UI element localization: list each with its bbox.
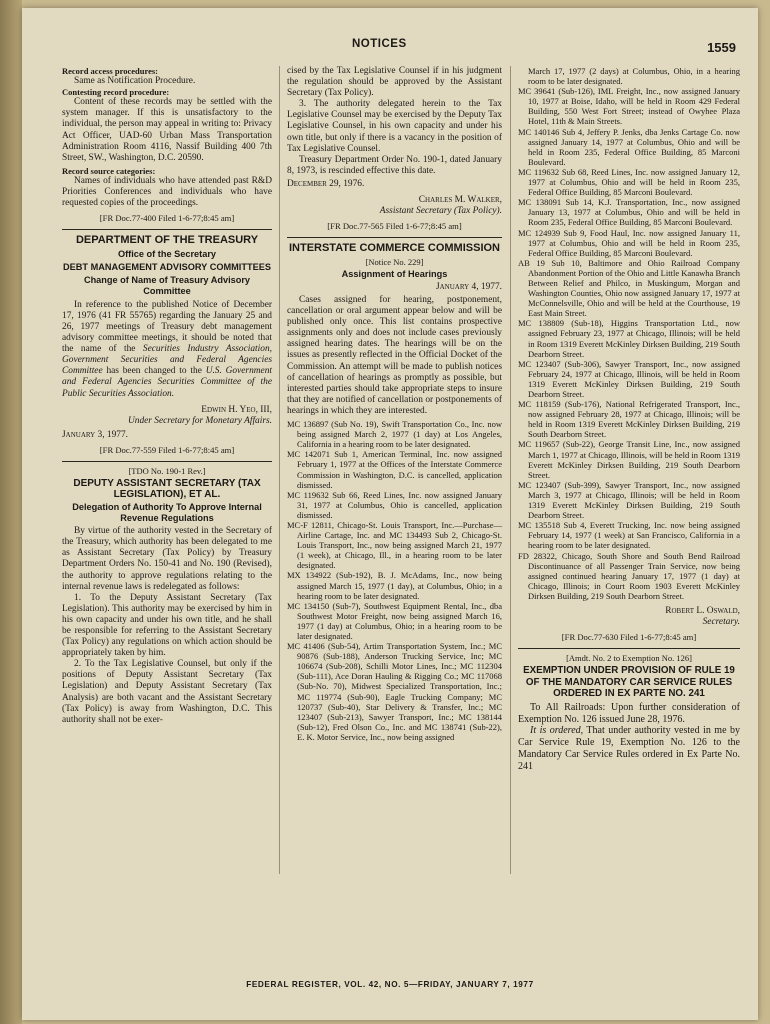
source-text: Names of individuals who have attended past R&D Priorities Conferences and individuals who have requested copies of the proceedings. (62, 175, 272, 209)
section-rule (518, 648, 740, 649)
signature-name: Charles M. Walker, (418, 195, 502, 206)
contesting-text: Content of these records may be settled with the system manager. If this is unsatisfactory to the individual, the person may appeal in writing to: Privacy Act Officer, UAD-60 Urban Mass Transportation Administration Room 4116, Nassif Building 400 7th Street, SW., Washington, D.C. 20590. (62, 97, 272, 163)
contesting-heading: Contesting record procedure: (62, 87, 170, 98)
hearing-entry: MC 119632 Sub 66, Reed Lines, Inc. now assigned January 31, 1977 at Columbus, Ohio is cancelled, application dismissed. (287, 489, 502, 520)
page-footer: FEDERAL REGISTER, VOL. 42, NO. 5—FRIDAY, JANUARY 7, 1977 (246, 980, 534, 989)
delegation-item-2: 2. To the Tax Legislative Counsel, but only if the positions of Deputy Assistant Secretary (Tax Legislation) and Deputy Assistant Secretary (Tax Analysis) are both vacant and the Assistant Secretary (Tax Policy) is away from Washington, D.C. This authority shall not be exer- (62, 659, 272, 725)
fr-doc-filed: [FR Doc.77-630 Filed 1-6-77;8:45 am] (561, 632, 697, 643)
fr-doc-filed: [FR Doc.77-565 Filed 1-6-77;8:45 am] (327, 221, 462, 232)
agency-heading: DEPARTMENT OF THE TREASURY (75, 234, 259, 247)
order-text: It is ordered, That under authority vested in me by Car Service Rule 19, Exemption No. 126 to the Mandatory Car Service Rules ordered in Ex Parte No. 241 (518, 725, 740, 772)
hearing-entry: AB 19 Sub 10, Baltimore and Ohio Railroad Company Abandonment Portion of the Ohio and Little Kanawha Branch Between Relief and Philco, in Muskingum, Morgan and Washington Counties, Ohio now assigned January 17, 1977 at McConnelsville, Ohio and will be held at the Courthouse, 19 East Main Street. (518, 257, 740, 319)
notice-subject: Change of Name of Treasury Advisory Committee (83, 274, 251, 296)
signature-title: Secretary. (702, 617, 740, 628)
hearing-list (287, 419, 502, 742)
delegation-item-3: 3. The authority delegated herein to the Tax Legislative Counsel may be exercised by the Deputy Tax Legislative Counsel, in his own capacity and under his own title, but only if there is a vacancy in the position of Tax Legislative Counsel. (287, 99, 502, 154)
hearing-entry: MC 138091 Sub 14, K.J. Transportation, Inc., now assigned January 13, 1977 at Columbus, Ohio and will be held in Room 235, Federal Office Building, 85 Marconi Boulevard. (518, 197, 740, 228)
section-rule (62, 461, 272, 462)
section-rule (287, 237, 502, 238)
fr-doc-filed: [FR Doc.77-559 Filed 1-6-77;8:45 am] (99, 444, 235, 455)
column-divider (510, 66, 511, 874)
rescission-text: Treasury Department Order No. 190-1, dated January 8, 1973, is rescinded effective this date. (287, 154, 502, 176)
hearing-entry: MC 123407 (Sub-399), Sawyer Transport, Inc., now assigned March 3, 1977 at Chicago, Illinois; will be held in Room 1319 Everett McKinley Dirksen Building, 219 South Dearborn Street. (518, 479, 740, 521)
notice-subject: Assignment of Hearings (341, 268, 448, 279)
notice-date: January 4, 1977. (435, 281, 502, 292)
hearing-entry: MC 123407 (Sub-306), Sawyer Transport, Inc., now assigned February 24, 1977 at Chicago, Illinois, will be held in Room 1319 Everett McKinley Dirksen Building, 219 South Dearborn Street. (518, 358, 740, 399)
column-2 (287, 66, 502, 742)
delegation-text: By virtue of the authority vested in the Secretary of the Treasury, which authority has been delegated to me as Assistant Secretary (Tax Policy) by Treasury Department Orders No. 150-41 and No. 190 (Revised), the authority to approve regulations relating to the internal revenue laws is redelegated as follows: (62, 526, 272, 592)
section-rule (62, 229, 272, 230)
column-1 (62, 66, 272, 726)
record-access-heading: Record access procedures: (62, 66, 158, 76)
hearing-list (518, 66, 740, 601)
committee-heading: DEBT MANAGEMENT ADVISORY COMMITTEES (63, 261, 271, 272)
signature-title: Under Secretary for Monetary Affairs. (128, 415, 272, 426)
hearing-entry: FD 28322, Chicago, South Shore and South Bend Railroad Discontinuance of all Passenger Train Service, now being assigned continued hearing January 17, 1977 (1 day) at Chicago, Illinois; in Court Room 1903 Everett McKinley Dirksen Building, 219 South Dearborn Street. (518, 550, 740, 601)
hearing-entry: MC 124939 Sub 9, Food Haul, Inc. now assigned January 11, 1977 at Columbus, Ohio and will be held in Room 235, Federal Office Building, 85 Marconi Boulevard. (518, 227, 740, 258)
hearing-entry: MC 140146 Sub 4, Jeffery P. Jenks, dba Jenks Cartage Co. now assigned January 14, 1977 at Columbus, Ohio and will be held in Room 235, Federal Office Building, 85 Marconi Boulevard. (518, 126, 740, 167)
hearing-entry: MC 41406 (Sub-54), Artim Transportation System, Inc.; MC 90876 (Sub-188), Anderson Trucking Service, Inc; MC 106674 (Sub-208), Schilli Motor Lines, Inc.; MC 112304 (Sub-111), Ace Doran Hauling & Rigging Co.; MC 117068 (Sub-No. 70), Midwest Specialized Transportation, Inc.; MC 119774 (Sub-90), Eagle Trucking Company; MC 120737 (Sub-40), Star Delivery & Transfer, Inc.; MC 123407 (Sub-213), Sawyer Transport, Inc.; MC 138144 (Sub-12), Fred Olson Co., Inc. and MC 138741 (Sub-22), E. K. Motor Service, Inc., now being assigned (287, 641, 502, 742)
hearing-entry: MC 119632 Sub 68, Reed Lines, Inc. now assigned January 12, 1977 at Columbus, Ohio and will be held in Room 235, Federal Office Building, 85 Marconi Boulevard. (518, 166, 740, 198)
amendment-number: [Amdt. No. 2 to Exemption No. 126] (566, 653, 692, 664)
hearing-entry: MC 142071 Sub 1, American Terminal, Inc. now assigned February 1, 1977 at the Offices of the Interstate Commerce Commission in Washington, D.C. is cancelled, application dismissed. (287, 449, 502, 490)
notice-date: January 3, 1977. (62, 429, 129, 440)
notice-date: December 29, 1976. (287, 178, 365, 189)
record-access-text: Same as Notification Procedure. (74, 76, 196, 87)
fr-doc-filed: [FR Doc.77-400 Filed 1-6-77;8:45 am] (99, 213, 235, 224)
page-number: 1559 (707, 40, 736, 55)
deputy-heading: DEPUTY ASSISTANT SECRETARY (TAX LEGISLATION), ET AL. (73, 478, 261, 501)
hearing-entry: MC 138809 (Sub-18), Higgins Transportation Ltd., now assigned February 23, 1977 at Chicago, Illinois; will be held in Room 1319 Everett McKinley Dirksen Building, 219 South Dearborn Street. (518, 318, 740, 359)
column-divider (279, 66, 280, 874)
exemption-text: To All Railroads: Upon further consideration of Exemption No. 126 issued June 28, 1976. (518, 701, 740, 725)
icc-intro-text: Cases assigned for hearing, postponement, cancellation or oral argument appear below and will be published only once. This list contains prospective assignments only and does not include cases previously assigned hearing dates. The hearings will be on the issues as presently reflected in the Official Docket of the Commission. An attempt will be made to publish notices of cancellation of hearings as promptly as possible, but interested parties should take appropriate steps to insure that they are notified of cancellation or postponements of hearings in which they are interested. (287, 295, 502, 416)
hearing-entry: March 17, 1977 (2 days) at Columbus, Ohio, in a hearing room to be later designated. (528, 66, 740, 87)
hearing-entry: MC 135518 Sub 4, Everett Trucking, Inc. now being assigned February 14, 1977 (1 week) at San Francisco, California in a hearing room to be later designated. (518, 520, 740, 551)
hearing-entry: MC 119657 (Sub-22), George Transit Line, Inc., now assigned March 1, 1977 at Chicago, Illinois, will be held in Room 1319 Everett McKinley Dirksen Building, 219 South Dearborn Street. (518, 439, 741, 480)
office-heading: Office of the Secretary (117, 248, 217, 259)
treasury-notice-text: In reference to the published Notice of December 17, 1976 (41 FR 55765) regarding the January 25 and 26, 1977 meetings of Treasury debt management advisory committee meetings, it should be noted that the name of the Securities Industry Association, Government Securities and Federal Agencies Committee has been changed to the U.S. Government and Federal Agencies Securities Committee of the Public Securities Association. (62, 299, 272, 399)
hearing-entry: MX 134922 (Sub-192), B. J. McAdams, Inc., now being assigned March 15, 1977 (1 day), at Columbus, Ohio; in a hearing room to be later designated. (287, 570, 502, 601)
agency-heading: INTERSTATE COMMERCE COMMISSION (288, 242, 501, 255)
delegation-heading: Delegation of Authority To Approve Internal Revenue Regulations (72, 502, 262, 524)
page-edge (0, 0, 22, 1024)
tdo-number: [TDO No. 190-1 Rev.] (128, 466, 206, 477)
section-title: NOTICES (352, 38, 407, 50)
signature-title: Assistant Secretary (Tax Policy). (379, 206, 502, 217)
document-page (22, 8, 758, 1020)
notice-number: [Notice No. 229] (365, 256, 424, 267)
hearing-entry: MC 118159 (Sub-176), National Refrigerated Transport, Inc., now assigned February 28, 1977 at Chicago, Illinois; will be held in Room 1319 Everett McKinley Dirksen Building, 219 South Dearborn Street. (518, 399, 740, 440)
hearing-entry: MC 134150 (Sub-7), Southwest Equipment Rental, Inc., dba Southwest Motor Freight, now being assigned March 16, 1977 (1 day) at Columbus, Ohio; in a hearing room to be later designated. (287, 600, 502, 641)
hearing-entry: MC 136897 (Sub No. 19), Swift Transportation Co., Inc. now being assigned March 2, 1977 (1 day) at Los Angeles, California in a hearing room to be later designated. (287, 419, 502, 450)
column-3 (518, 66, 740, 773)
hearing-entry: MC-F 12811, Chicago-St. Louis Transport, Inc.—Purchase—Airline Cartage, Inc. and MC 134493 Sub 2, Chicago-St. Louis Transport, Inc., now being assigned March 21, 1977 (1 week), at Chicago, Ill., in a hearing room to be later designated. (287, 519, 502, 571)
hearing-entry: MC 39641 (Sub-126), IML Freight, Inc., now assigned January 10, 1977 at Boise, Idaho, will be held in Room 429 Federal Building, 550 West Fort Street; instead of Owyhee Plaza Hotel, 11th & Main Streets. (518, 86, 740, 127)
signature-name: Robert L. Oswald, (665, 605, 740, 616)
source-heading: Record source categories: (62, 165, 156, 176)
exemption-heading: EXEMPTION UNDER PROVISION OF RULE 19 OF THE MANDATORY CAR SERVICE RULES ORDERED IN EX PARTE NO. 241 (523, 665, 735, 700)
signature-name: Edwin H. Yeo, III, (201, 404, 272, 415)
continued-text: cised by the Tax Legislative Counsel if in his judgment the regulation should be approved by the Assistant Secretary (Tax Policy). (287, 66, 502, 99)
delegation-item-1: 1. To the Deputy Assistant Secretary (Tax Legislation). This authority may be exercised by him in his own capacity and under his own title, and he shall be responsible for referring to the Assistant Secretary (Tax Policy) any regulations on which action should be appropriately taken by him. (62, 592, 272, 659)
